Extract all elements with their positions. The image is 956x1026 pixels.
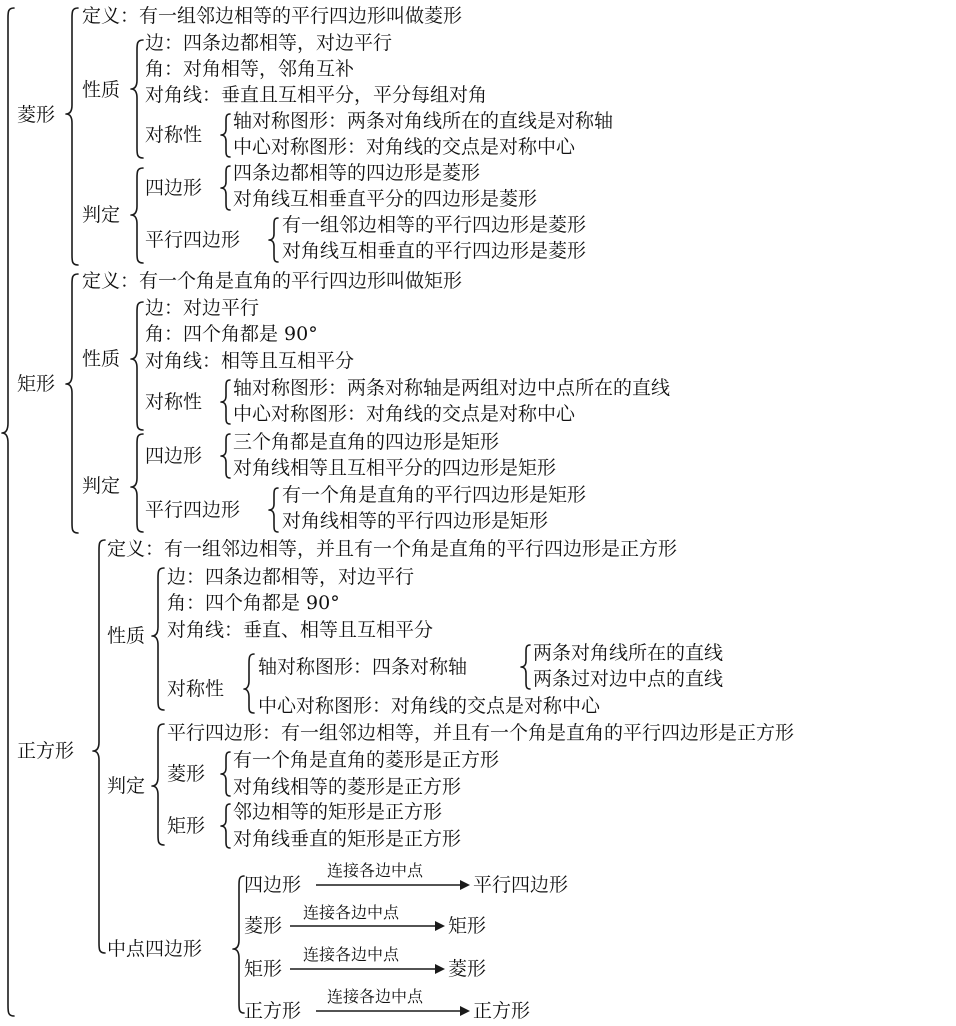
square-definition: 定义：有一组邻边相等，并且有一个角是直角的平行四边形是正方形 <box>107 538 678 560</box>
rhombus-quad-brace <box>221 166 230 210</box>
rhombus-criteria-label: 判定 <box>82 204 121 226</box>
rhombus-symmetry-brace <box>221 114 230 157</box>
midpoint-arrow-label-2: 连接各边中点 <box>303 903 400 922</box>
rectangle-criteria-brace <box>131 434 143 532</box>
rhombus-symmetry-label: 对称性 <box>145 124 203 146</box>
square-axial-item-1: 两条对角线所在的直线 <box>533 642 724 664</box>
square-criteria-brace <box>152 724 164 845</box>
midpoint-to-1: 平行四边形 <box>473 874 569 896</box>
rectangle-quad-label: 四边形 <box>145 445 203 467</box>
rectangle-title: 矩形 <box>17 373 56 395</box>
midpoint-arrowhead-3 <box>435 964 445 974</box>
midpoint-arrowhead-2 <box>435 921 445 931</box>
rhombus-properties-brace <box>131 40 143 158</box>
rhombus-side-property: 边：四条边都相等，对边平行 <box>145 32 393 54</box>
square-rhombus-criterion-2: 对角线相等的菱形是正方形 <box>233 776 462 798</box>
rhombus-angle-property: 角：对角相等，邻角互补 <box>145 58 355 80</box>
midpoint-arrowhead-1 <box>460 880 470 890</box>
main-brace <box>2 8 14 1016</box>
rhombus-axial-symmetry: 轴对称图形：两条对角线所在的直线是对称轴 <box>233 110 614 132</box>
rhombus-parallelogram-criterion-1: 有一组邻边相等的平行四边形是菱形 <box>282 214 587 236</box>
rhombus-quad-label: 四边形 <box>145 177 203 199</box>
rectangle-parallelogram-label: 平行四边形 <box>145 499 241 521</box>
midpoint-arrow-label-3: 连接各边中点 <box>303 945 400 964</box>
midpoint-to-3: 菱形 <box>448 958 487 980</box>
midpoint-to-4: 正方形 <box>473 1000 531 1022</box>
midpoint-from-2: 菱形 <box>244 915 283 937</box>
midpoint-arrow-label-4: 连接各边中点 <box>327 987 424 1006</box>
rhombus-properties-label: 性质 <box>82 79 121 101</box>
square-rectangle-label: 矩形 <box>167 815 206 837</box>
rhombus-criteria-brace <box>131 168 143 263</box>
rhombus-definition: 定义：有一组邻边相等的平行四边形叫做菱形 <box>82 5 463 27</box>
square-central-symmetry: 中心对称图形：对角线的交点是对称中心 <box>258 695 601 717</box>
midpoint-from-4: 正方形 <box>244 1000 302 1022</box>
square-axial-symmetry: 轴对称图形：四条对称轴 <box>258 656 468 678</box>
rectangle-quad-criterion-1: 三个角都是直角的四边形是矩形 <box>233 431 500 453</box>
square-axial-brace <box>521 645 530 689</box>
rectangle-brace <box>66 274 78 533</box>
rectangle-symmetry-brace <box>221 380 230 424</box>
rectangle-definition: 定义：有一个角是直角的平行四边形叫做矩形 <box>82 270 463 292</box>
square-parallelogram-criterion: 平行四边形：有一组邻边相等，并且有一个角是直角的平行四边形是正方形 <box>167 722 795 744</box>
rhombus-parallelogram-criterion-2: 对角线互相垂直的平行四边形是菱形 <box>282 240 587 262</box>
rectangle-angle-property: 角：四个角都是 90° <box>145 323 318 345</box>
rectangle-central-symmetry: 中心对称图形：对角线的交点是对称中心 <box>233 403 576 425</box>
square-rhombus-label: 菱形 <box>167 763 206 785</box>
rhombus-quad-criterion-2: 对角线互相垂直平分的四边形是菱形 <box>233 188 538 210</box>
square-midpoint-label: 中点四边形 <box>107 938 203 960</box>
square-rectangle-brace <box>221 804 230 848</box>
rhombus-parallelogram-brace <box>269 218 278 262</box>
square-rhombus-brace <box>221 752 230 796</box>
square-symmetry-brace <box>244 654 254 713</box>
rectangle-criteria-label: 判定 <box>82 475 121 497</box>
square-axial-item-2: 两条过对边中点的直线 <box>533 668 724 690</box>
midpoint-from-3: 矩形 <box>244 958 283 980</box>
rectangle-parallelogram-brace <box>269 488 278 532</box>
rectangle-axial-symmetry: 轴对称图形：两条对称轴是两组对边中点所在的直线 <box>233 377 671 399</box>
square-properties-label: 性质 <box>107 625 146 647</box>
square-rectangle-criterion-2: 对角线垂直的矩形是正方形 <box>233 828 462 850</box>
midpoint-to-2: 矩形 <box>448 915 487 937</box>
midpoint-arrow-label-1: 连接各边中点 <box>327 861 424 880</box>
square-rhombus-criterion-1: 有一个角是直角的菱形是正方形 <box>233 749 500 771</box>
rectangle-parallelogram-criterion-1: 有一个角是直角的平行四边形是矩形 <box>282 484 587 506</box>
rectangle-quad-brace <box>221 434 230 478</box>
rhombus-quad-criterion-1: 四条边都相等的四边形是菱形 <box>233 162 481 184</box>
rhombus-parallelogram-label: 平行四边形 <box>145 229 241 251</box>
rectangle-quad-criterion-2: 对角线相等且互相平分的四边形是矩形 <box>233 457 557 479</box>
rectangle-properties-brace <box>131 302 143 430</box>
rhombus-brace <box>66 8 78 265</box>
rhombus-central-symmetry: 中心对称图形：对角线的交点是对称中心 <box>233 136 576 158</box>
square-properties-brace <box>152 568 164 710</box>
rhombus-diagonal-property: 对角线：垂直且互相平分，平分每组对角 <box>145 84 488 106</box>
square-rectangle-criterion-1: 邻边相等的矩形是正方形 <box>233 801 443 823</box>
square-midpoint-brace <box>233 876 244 1013</box>
rectangle-diagonal-property: 对角线：相等且互相平分 <box>145 350 355 372</box>
square-criteria-label: 判定 <box>107 775 146 797</box>
square-angle-property: 角：四个角都是 90° <box>167 592 340 614</box>
square-brace <box>93 540 105 953</box>
rectangle-side-property: 边：对边平行 <box>145 297 260 319</box>
square-symmetry-label: 对称性 <box>167 678 225 700</box>
square-side-property: 边：四条边都相等，对边平行 <box>167 566 415 588</box>
midpoint-arrowhead-4 <box>460 1006 470 1016</box>
rhombus-title: 菱形 <box>17 104 56 126</box>
rectangle-parallelogram-criterion-2: 对角线相等的平行四边形是矩形 <box>282 510 549 532</box>
midpoint-from-1: 四边形 <box>244 874 302 896</box>
rectangle-symmetry-label: 对称性 <box>145 391 203 413</box>
rectangle-properties-label: 性质 <box>82 348 121 370</box>
square-title: 正方形 <box>17 740 75 762</box>
square-diagonal-property: 对角线：垂直、相等且互相平分 <box>167 619 434 641</box>
